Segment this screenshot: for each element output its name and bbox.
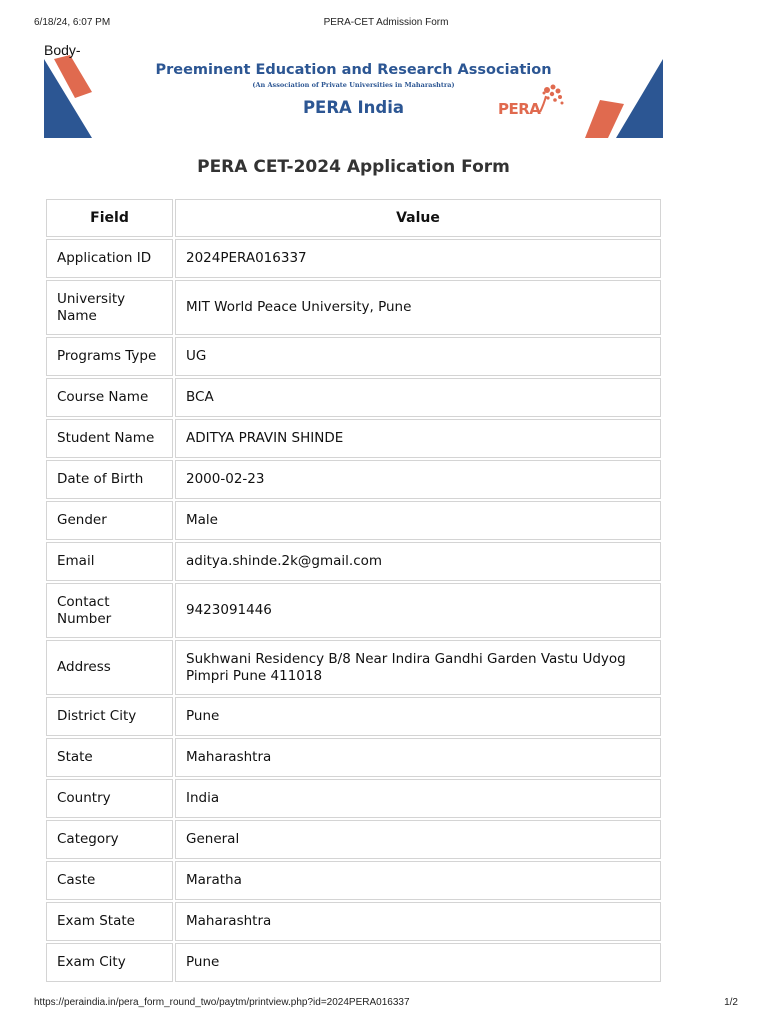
field-label: Contact Number bbox=[46, 583, 173, 638]
field-value: General bbox=[175, 820, 661, 859]
table-header-row bbox=[46, 199, 661, 237]
field-label: Address bbox=[46, 640, 173, 695]
field-value: ADITYA PRAVIN SHINDE bbox=[175, 419, 661, 458]
field-label: University Name bbox=[46, 280, 173, 335]
organization-subtitle: (An Association of Private Universities in Maharashtra) bbox=[252, 81, 455, 89]
field-value: India bbox=[175, 779, 661, 818]
field-label: Programs Type bbox=[46, 337, 173, 376]
table-row bbox=[46, 779, 661, 818]
body-label: Body- bbox=[44, 42, 81, 58]
field-label: Application ID bbox=[46, 239, 173, 278]
table-row bbox=[46, 337, 661, 376]
field-value: Pune bbox=[175, 943, 661, 982]
table-row bbox=[46, 542, 661, 581]
organization-name: Preeminent Education and Research Association bbox=[155, 62, 552, 78]
print-datetime: 6/18/24, 6:07 PM bbox=[34, 17, 111, 28]
table-row bbox=[46, 280, 661, 335]
field-value: aditya.shinde.2k@gmail.com bbox=[175, 542, 661, 581]
table-row bbox=[46, 640, 661, 695]
field-value: Pune bbox=[175, 697, 661, 736]
table-row bbox=[46, 697, 661, 736]
table-row bbox=[46, 902, 661, 941]
pera-logo bbox=[498, 82, 568, 122]
header-banner bbox=[44, 42, 663, 140]
field-value: Sukhwani Residency B/8 Near Indira Gandhi Garden Vastu Udyog Pimpri Pune 411018 bbox=[175, 640, 661, 695]
column-header-value: Value bbox=[175, 199, 661, 237]
print-header bbox=[34, 17, 738, 31]
field-value: Male bbox=[175, 501, 661, 540]
field-value: Maharashtra bbox=[175, 738, 661, 777]
table-row bbox=[46, 583, 661, 638]
table-row bbox=[46, 378, 661, 417]
field-label: District City bbox=[46, 697, 173, 736]
field-value: 2024PERA016337 bbox=[175, 239, 661, 278]
table-row bbox=[46, 943, 661, 982]
field-value: BCA bbox=[175, 378, 661, 417]
field-value: MIT World Peace University, Pune bbox=[175, 280, 661, 335]
table-row bbox=[46, 501, 661, 540]
field-label: Gender bbox=[46, 501, 173, 540]
field-label: Student Name bbox=[46, 419, 173, 458]
table-row bbox=[46, 239, 661, 278]
field-label: Country bbox=[46, 779, 173, 818]
field-value: Maharashtra bbox=[175, 902, 661, 941]
print-footer bbox=[34, 997, 738, 1011]
application-table bbox=[44, 197, 663, 984]
table-row bbox=[46, 419, 661, 458]
table-row bbox=[46, 820, 661, 859]
banner-decoration bbox=[44, 42, 663, 140]
field-label: Email bbox=[46, 542, 173, 581]
table-row bbox=[46, 738, 661, 777]
field-label: Exam City bbox=[46, 943, 173, 982]
field-label: Course Name bbox=[46, 378, 173, 417]
pera-logo-text: PERA bbox=[498, 100, 541, 118]
field-label: Exam State bbox=[46, 902, 173, 941]
print-document-title: PERA-CET Admission Form bbox=[323, 17, 449, 28]
field-value: UG bbox=[175, 337, 661, 376]
page-number: 1/2 bbox=[724, 997, 738, 1008]
form-title: PERA CET-2024 Application Form bbox=[197, 157, 510, 177]
table-row bbox=[46, 861, 661, 900]
organization-short-name: PERA India bbox=[302, 98, 405, 117]
page-url-link[interactable]: https://peraindia.in/pera_form_round_two/paytm/printview.php?id=2024PERA016337 bbox=[34, 997, 410, 1008]
field-value: 2000-02-23 bbox=[175, 460, 661, 499]
field-label: Date of Birth bbox=[46, 460, 173, 499]
table-row bbox=[46, 460, 661, 499]
field-label: Category bbox=[46, 820, 173, 859]
column-header-field: Field bbox=[46, 199, 173, 237]
field-value: Maratha bbox=[175, 861, 661, 900]
field-label: State bbox=[46, 738, 173, 777]
field-label: Caste bbox=[46, 861, 173, 900]
field-value: 9423091446 bbox=[175, 583, 661, 638]
